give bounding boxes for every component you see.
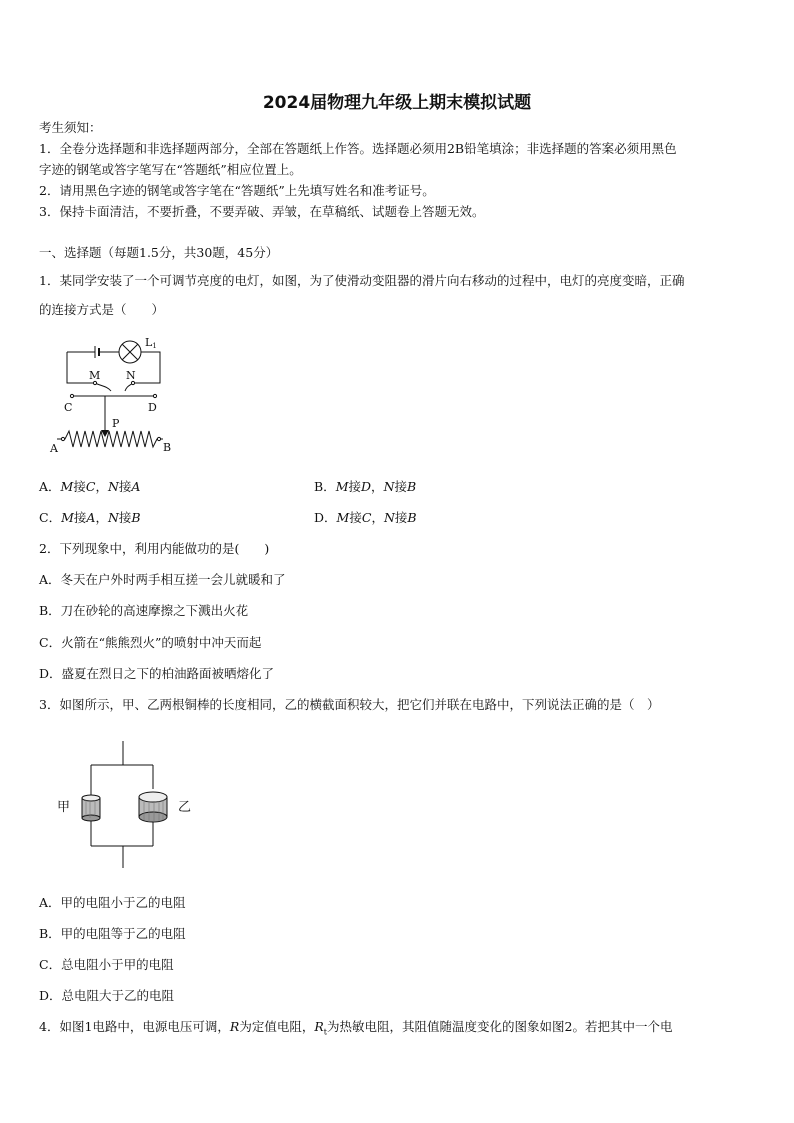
label-M: M (89, 369, 101, 382)
notice-heading: 考生须知： (39, 120, 102, 135)
question-3-option-a[interactable]: A．甲的电阻小于乙的电阻 (39, 895, 186, 910)
label-P: P (112, 417, 120, 430)
question-1-option-c[interactable]: C．M接A，N接B (39, 510, 141, 525)
label-A: A (50, 442, 58, 455)
label-C: C (64, 401, 73, 414)
question-1-stem: 的连接方式是（ ） (39, 302, 165, 317)
question-2-option-b[interactable]: B．刀在砂轮的高速摩擦之下溅出火花 (39, 603, 249, 618)
question-1-circuit-figure (45, 334, 195, 459)
question-2-option-d[interactable]: D．盛夏在烈日之下的柏油路面被晒熔化了 (39, 666, 275, 681)
page-title: 2024届物理九年级上期末模拟试题 (262, 93, 532, 113)
label-yi: 乙 (178, 800, 192, 815)
question-3-option-d[interactable]: D．总电阻大于乙的电阻 (39, 988, 175, 1003)
notice-item: 字迹的钢笔或答字笔写在“答题纸”相应位置上。 (39, 162, 302, 177)
question-3-parallel-figure (50, 738, 200, 870)
label-jia: 甲 (57, 800, 71, 815)
question-2-option-c[interactable]: C．火箭在“熊熊烈火”的喷射中冲天而起 (39, 635, 262, 650)
question-3-option-b[interactable]: B．甲的电阻等于乙的电阻 (39, 926, 186, 941)
question-2-stem: 2．下列现象中，利用内能做功的是( ) (39, 541, 270, 556)
question-1-option-b[interactable]: B．M接D，N接B (314, 479, 417, 494)
notice-item: 3．保持卡面清洁，不要折叠，不要弄破、弄皱，在草稿纸、试题卷上答题无效。 (39, 204, 485, 219)
question-4-stem: 4．如图1电路中，电源电压可调，R为定值电阻，$R_t$为热敏电阻，其阻值随温度变化的图象如图2。若把其中一个电 (39, 1019, 673, 1037)
question-3-option-c[interactable]: C．总电阻小于甲的电阻 (39, 957, 174, 972)
label-D: D (148, 401, 157, 414)
label-B: B (163, 441, 172, 454)
notice-item: 1．全卷分选择题和非选择题两部分，全部在答题纸上作答。选择题必须用2B铅笔填涂；非选择题的答案必须用黑色 (39, 141, 677, 156)
label-N: N (126, 369, 136, 382)
question-1-option-d[interactable]: D．M接C，N接B (314, 510, 417, 525)
question-2-option-a[interactable]: A．冬天在户外时两手相互搓一会儿就暖和了 (39, 572, 286, 587)
notice-item: 2．请用黑色字迹的钢笔或答字笔在“答题纸”上先填写姓名和准考证号。 (39, 183, 435, 198)
question-1-option-a[interactable]: A．M接C，N接A (39, 479, 141, 494)
label-L1: L1 (145, 336, 157, 350)
question-3-stem: 3．如图所示，甲、乙两根铜棒的长度相同，乙的横截面积较大，把它们并联在电路中，下列说法正确的是（ ） (39, 697, 660, 712)
section-heading: 一、选择题（每题1.5分，共30题，45分） (39, 245, 279, 260)
question-1-stem: 1．某同学安装了一个可调节亮度的电灯，如图，为了使滑动变阻器的滑片向右移动的过程中，电灯的亮度变暗，正确 (39, 273, 685, 288)
